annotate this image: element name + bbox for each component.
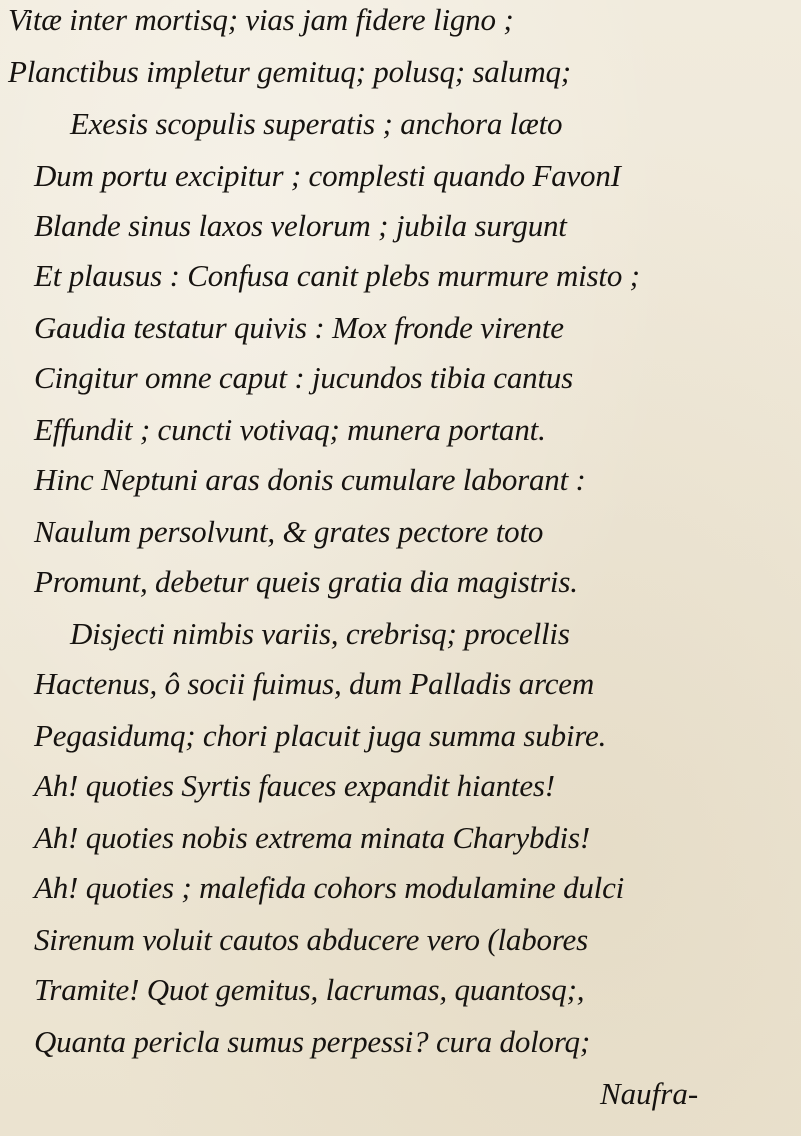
verse-line-3: Exesis scopulis superatis ; anchora læto [70,106,563,141]
verse-line-19: Sirenum voluit cautos abducere vero (labores [34,922,588,957]
verse-line-13: Disjecti nimbis variis, crebrisq; procellis [70,616,570,651]
verse-line-18: Ah! quoties ; malefida cohors modulamine dulci [34,870,625,905]
verse-line-14: Hactenus, ô socii fuimus, dum Palladis arcem [34,666,595,701]
verse-line-20: Tramite! Quot gemitus, lacrumas, quantosq;, [34,972,585,1007]
catchword: Naufra- [600,1076,699,1111]
verse-line-16: Ah! quoties Syrtis fauces expandit hiantes! [34,768,555,803]
verse-line-8: Cingitur omne caput : jucundos tibia cantus [34,360,574,395]
verse-line-6: Et plausus : Confusa canit plebs murmure misto ; [34,258,640,293]
verse-line-1: Vitæ inter mortisq; vias jam fidere ligno ; [8,2,514,37]
verse-line-2: Planctibus impletur gemituq; polusq; salumq; [8,54,571,89]
verse-line-17: Ah! quoties nobis extrema minata Charybdis! [34,820,590,855]
verse-line-21: Quanta pericla sumus perpessi? cura dolorq; [34,1024,590,1059]
verse-line-5: Blande sinus laxos velorum ; jubila surgunt [34,208,567,243]
verse-line-12: Promunt, debetur queis gratia dia magistris. [34,564,578,599]
verse-line-11: Naulum persolvunt, & grates pectore toto [34,514,544,549]
verse-line-4: Dum portu excipitur ; complesti quando FavonI [34,158,621,193]
verse-line-10: Hinc Neptuni aras donis cumulare laborant : [34,462,586,497]
verse-line-9: Effundit ; cuncti votivaq; munera portant. [34,412,546,447]
verse-line-15: Pegasidumq; chori placuit juga summa subire. [34,718,607,753]
verse-line-7: Gaudia testatur quivis : Mox fronde virente [34,310,564,345]
